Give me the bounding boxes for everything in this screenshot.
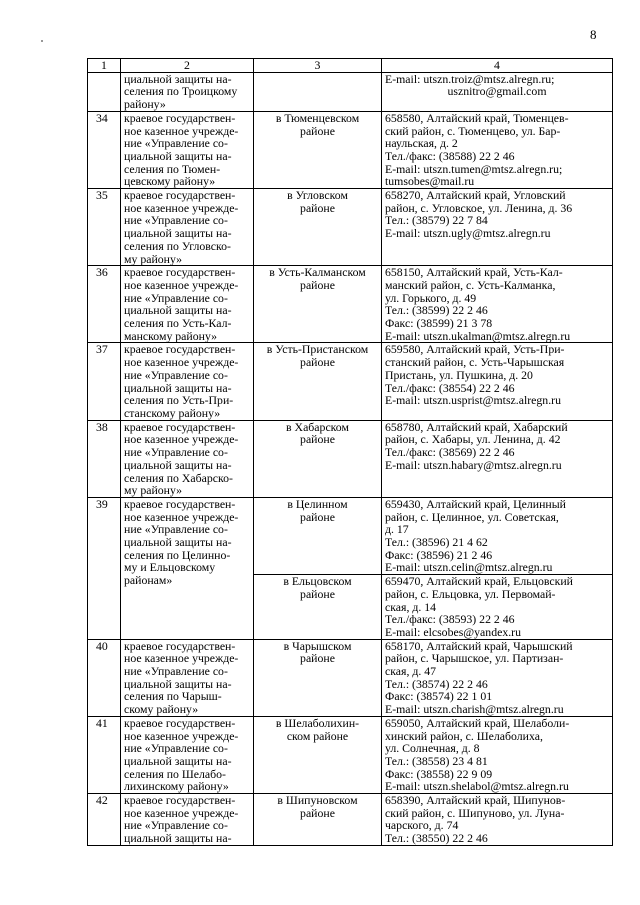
contact-line: Тел./факс: (38588) 22 2 46 bbox=[385, 148, 515, 163]
scan-speck bbox=[41, 40, 43, 42]
organization-line: лихинскому району» bbox=[124, 779, 229, 794]
table-body bbox=[88, 59, 613, 846]
area-line: в Шелаболихин- bbox=[275, 716, 360, 730]
contact-line: Пристань, ул. Пушкина, д. 20 bbox=[385, 367, 533, 382]
contact-line: E-mail: elcsobes@yandex.ru bbox=[385, 624, 521, 639]
table-row bbox=[88, 639, 613, 716]
organization-line: ное казенное учрежде- bbox=[124, 277, 239, 292]
organization-line: ное казенное учрежде- bbox=[124, 651, 239, 666]
contact-line: наульская, д. 2 bbox=[385, 136, 458, 151]
area-line: в Ельцовском bbox=[283, 574, 352, 589]
organization-line: циальной защиты на- bbox=[124, 457, 232, 472]
contact-line: Факс: (38574) 22 1 01 bbox=[385, 689, 493, 704]
contact-line: E-mail: utszn.celin@mtsz.alregn.ru bbox=[385, 560, 553, 575]
contact-cell bbox=[382, 72, 613, 111]
contact-line: E-mail: utszn.shelabol@mtsz.alregn.ru bbox=[385, 779, 569, 794]
contact-line: E-mail: utszn.troiz@mtsz.alregn.ru; bbox=[385, 72, 555, 86]
row-number-cell bbox=[88, 72, 121, 111]
contact-line: Тел.: (38550) 22 2 46 bbox=[385, 831, 488, 846]
contact-line: E-mail: utszn.ukalman@mtsz.alregn.ru bbox=[385, 328, 571, 343]
area-line: в Тюменцевском bbox=[275, 111, 360, 125]
organization-line: краевое государствен- bbox=[124, 793, 236, 808]
organization-line: му району» bbox=[124, 251, 183, 266]
contact-cell bbox=[382, 639, 613, 716]
contact-line: E-mail: utszn.usprist@mtsz.alregn.ru bbox=[385, 393, 561, 408]
organization-line: селения по Чарыш- bbox=[124, 689, 222, 704]
area-line: в Усть-Пристанском bbox=[266, 342, 369, 357]
contact-line: 659430, Алтайский край, Целинный bbox=[385, 497, 566, 511]
area-line: районе bbox=[300, 200, 335, 215]
row-number-cell: 36 bbox=[88, 266, 121, 343]
area-cell bbox=[254, 575, 382, 640]
area-line: районе bbox=[300, 355, 335, 370]
institutions-table bbox=[87, 58, 613, 846]
organization-line: му району» bbox=[124, 483, 183, 498]
contact-line: станский район, с. Усть-Чарышская bbox=[385, 355, 565, 370]
area-line: в Усть-Калманском bbox=[269, 265, 366, 280]
organization-line: селения по Тюмен- bbox=[124, 161, 221, 176]
contact-line: ский район, с. Тюменцево, ул. Бар- bbox=[385, 123, 561, 138]
organization-line: ное казенное учрежде- bbox=[124, 200, 239, 215]
area-line: в Хабарском bbox=[286, 420, 349, 434]
organization-line: краевое государствен- bbox=[124, 716, 236, 730]
table-row bbox=[88, 189, 613, 266]
organization-line: циальной защиты на- bbox=[124, 831, 232, 846]
contact-line: район, с. Угловское, ул. Ленина, д. 36 bbox=[385, 200, 573, 215]
organization-line: циальной защиты на- bbox=[124, 148, 232, 163]
contact-line: 659580, Алтайский край, Усть-При- bbox=[385, 342, 565, 357]
organization-cell bbox=[121, 639, 254, 716]
organization-line: ние «Управление со- bbox=[124, 664, 228, 679]
contact-line: хинский район, с. Шелаболиха, bbox=[385, 728, 543, 743]
organization-line: ние «Управление со- bbox=[124, 213, 228, 228]
contact-line: манский район, с. Усть-Калманка, bbox=[385, 277, 556, 292]
organization-line: ние «Управление со- bbox=[124, 741, 228, 756]
organization-line: циальной защиты на- bbox=[124, 535, 232, 550]
contact-line: Тел./факс: (38554) 22 2 46 bbox=[385, 380, 515, 395]
area-cell bbox=[254, 266, 382, 343]
contact-line: ул. Солнечная, д. 8 bbox=[385, 741, 480, 756]
area-line: ском районе bbox=[286, 728, 349, 743]
table-row bbox=[88, 716, 613, 793]
contact-cell bbox=[382, 794, 613, 846]
area-line: районе bbox=[300, 123, 335, 138]
row-number-cell: 42 bbox=[88, 794, 121, 846]
area-cell bbox=[254, 72, 382, 111]
row-number-cell: 40 bbox=[88, 639, 121, 716]
organization-line: селения по Целинно- bbox=[124, 547, 231, 562]
contact-line: 658150, Алтайский край, Усть-Кал- bbox=[385, 265, 563, 280]
contact-line: E-mail: utszn.habary@mtsz.alregn.ru bbox=[385, 457, 562, 472]
organization-line: ние «Управление со- bbox=[124, 818, 228, 833]
organization-line: селения по Хабарско- bbox=[124, 470, 233, 485]
contact-line: Тел./факс: (38593) 22 2 46 bbox=[385, 612, 515, 627]
area-cell bbox=[254, 189, 382, 266]
contact-line: район, с. Целинное, ул. Советская, bbox=[385, 509, 559, 524]
area-line: в Шипуновском bbox=[277, 793, 358, 808]
area-line: районе bbox=[300, 509, 335, 524]
organization-line: ние «Управление со- bbox=[124, 522, 228, 537]
area-line: районе bbox=[300, 651, 335, 666]
contact-line: ул. Горького, д. 49 bbox=[385, 290, 477, 305]
contact-line: Тел.: (38579) 22 7 84 bbox=[385, 213, 488, 228]
contact-line: чарского, д. 74 bbox=[385, 818, 459, 833]
contact-line: ская, д. 47 bbox=[385, 664, 437, 679]
organization-line: ное казенное учрежде- bbox=[124, 509, 239, 524]
contact-line: ская, д. 14 bbox=[385, 599, 437, 614]
organization-cell bbox=[121, 111, 254, 188]
organization-line: ние «Управление со- bbox=[124, 290, 228, 305]
organization-line: цевскому району» bbox=[124, 174, 216, 189]
organization-line: циальной защиты на- bbox=[124, 303, 232, 318]
contact-cell bbox=[382, 716, 613, 793]
organization-line: краевое государствен- bbox=[124, 111, 236, 125]
contact-line: 658390, Алтайский край, Шипунов- bbox=[385, 793, 566, 808]
contact-line: Факс: (38558) 22 9 09 bbox=[385, 766, 493, 781]
organization-line: скому району» bbox=[124, 702, 199, 717]
contact-line: 658170, Алтайский край, Чарышский bbox=[385, 639, 573, 653]
area-cell bbox=[254, 420, 382, 497]
organization-line: селения по Угловско- bbox=[124, 238, 231, 253]
organization-line: краевое государствен- bbox=[124, 342, 236, 357]
contact-line: E-mail: utszn.ugly@mtsz.alregn.ru bbox=[385, 226, 551, 241]
contact-cell bbox=[382, 420, 613, 497]
contact-line: tumsobes@mail.ru bbox=[385, 174, 475, 189]
table-row bbox=[88, 343, 613, 420]
contact-cell bbox=[382, 111, 613, 188]
area-cell bbox=[254, 794, 382, 846]
organization-line: ное казенное учрежде- bbox=[124, 805, 239, 820]
contact-line: 658780, Алтайский край, Хабарский bbox=[385, 420, 568, 434]
organization-line: селения по Шелабо- bbox=[124, 766, 226, 781]
contact-line: ский район, с. Шипуново, ул. Луна- bbox=[385, 805, 565, 820]
area-line: районе bbox=[300, 277, 335, 292]
contact-line: Тел.: (38558) 23 4 81 bbox=[385, 753, 488, 768]
contact-cell bbox=[382, 189, 613, 266]
row-number-cell: 41 bbox=[88, 716, 121, 793]
contact-line: E-mail: utszn.charish@mtsz.alregn.ru bbox=[385, 702, 564, 717]
contact-line: Тел.: (38596) 21 4 62 bbox=[385, 535, 488, 550]
area-line: районе bbox=[300, 432, 335, 447]
contact-line: Тел./факс: (38569) 22 2 46 bbox=[385, 445, 515, 460]
area-line: в Целинном bbox=[287, 497, 348, 511]
column-number-1: 1 bbox=[88, 59, 121, 73]
organization-line: краевое государствен- bbox=[124, 497, 236, 511]
organization-line: краевое государствен- bbox=[124, 265, 236, 280]
organization-line: му и Ельцовскому bbox=[124, 560, 216, 575]
organization-line: ние «Управление со- bbox=[124, 367, 228, 382]
contact-cell bbox=[382, 575, 613, 640]
continuation-row bbox=[88, 72, 613, 111]
area-line: в Чарышском bbox=[283, 639, 352, 653]
row-number-cell: 39 bbox=[88, 497, 121, 639]
organization-line: ное казенное учрежде- bbox=[124, 355, 239, 370]
area-cell bbox=[254, 716, 382, 793]
contact-line: Факс: (38599) 21 3 78 bbox=[385, 316, 493, 331]
organization-line: краевое государствен- bbox=[124, 188, 236, 203]
row-number-cell: 34 bbox=[88, 111, 121, 188]
contact-cell bbox=[382, 343, 613, 420]
organization-line: ное казенное учрежде- bbox=[124, 123, 239, 138]
organization-line: селения по Усть-При- bbox=[124, 393, 234, 408]
organization-line: селения по Троицкому bbox=[124, 84, 238, 99]
contact-line: Тел.: (38574) 22 2 46 bbox=[385, 676, 488, 691]
organization-line: краевое государствен- bbox=[124, 639, 236, 653]
column-number-3: 3 bbox=[254, 59, 382, 73]
table-row bbox=[88, 420, 613, 497]
organization-cell bbox=[121, 189, 254, 266]
organization-cell bbox=[121, 72, 254, 111]
area-cell bbox=[254, 343, 382, 420]
area-line: районе bbox=[300, 586, 335, 601]
contact-line: 658580, Алтайский край, Тюменцев- bbox=[385, 111, 569, 125]
table-row bbox=[88, 266, 613, 343]
contact-line: usznitro@gmail.com bbox=[447, 84, 547, 99]
contact-line: д. 17 bbox=[385, 522, 409, 537]
column-number-4: 4 bbox=[382, 59, 613, 73]
organization-line: циальной защиты на- bbox=[124, 72, 232, 86]
contact-line: 658270, Алтайский край, Угловский bbox=[385, 188, 566, 203]
contact-line: Факс: (38596) 21 2 46 bbox=[385, 547, 493, 562]
organization-line: районам» bbox=[124, 573, 173, 588]
contact-cell bbox=[382, 266, 613, 343]
row-number-cell: 38 bbox=[88, 420, 121, 497]
contact-cell bbox=[382, 497, 613, 574]
contact-line: 659470, Алтайский край, Ельцовский bbox=[385, 574, 573, 589]
area-line: в Угловском bbox=[287, 188, 348, 203]
organization-line: селения по Усть-Кал- bbox=[124, 316, 232, 331]
contact-line: E-mail: utszn.tumen@mtsz.alregn.ru; bbox=[385, 161, 563, 176]
page-number: 8 bbox=[590, 27, 597, 42]
column-number-row bbox=[88, 59, 613, 73]
organization-cell bbox=[121, 794, 254, 846]
contact-line: район, с. Чарышское, ул. Партизан- bbox=[385, 651, 564, 666]
area-cell bbox=[254, 639, 382, 716]
contact-line: район, с. Ельцовка, ул. Первомай- bbox=[385, 586, 556, 601]
organization-line: манскому району» bbox=[124, 328, 218, 343]
table-row bbox=[88, 794, 613, 846]
organization-cell bbox=[121, 343, 254, 420]
area-cell bbox=[254, 111, 382, 188]
contact-line: 659050, Алтайский край, Шелаболи- bbox=[385, 716, 570, 730]
organization-line: ное казенное учрежде- bbox=[124, 728, 239, 743]
organization-line: ние «Управление со- bbox=[124, 445, 228, 460]
area-cell bbox=[254, 497, 382, 574]
column-number-2: 2 bbox=[121, 59, 254, 73]
contact-line: Тел.: (38599) 22 2 46 bbox=[385, 303, 488, 318]
organization-line: ние «Управление со- bbox=[124, 136, 228, 151]
organization-line: циальной защиты на- bbox=[124, 753, 232, 768]
organization-line: циальной защиты на- bbox=[124, 380, 232, 395]
table-row bbox=[88, 111, 613, 188]
organization-cell bbox=[121, 266, 254, 343]
organization-cell bbox=[121, 497, 254, 639]
organization-line: циальной защиты на- bbox=[124, 676, 232, 691]
organization-line: станскому району» bbox=[124, 405, 221, 420]
organization-cell bbox=[121, 716, 254, 793]
organization-line: ное казенное учрежде- bbox=[124, 432, 239, 447]
table-row bbox=[88, 497, 613, 574]
row-number-cell: 37 bbox=[88, 343, 121, 420]
row-number-cell: 35 bbox=[88, 189, 121, 266]
contact-line: район, с. Хабары, ул. Ленина, д. 42 bbox=[385, 432, 561, 447]
area-line: районе bbox=[300, 805, 335, 820]
organization-line: краевое государствен- bbox=[124, 420, 236, 434]
organization-line: району» bbox=[124, 97, 166, 112]
organization-cell bbox=[121, 420, 254, 497]
organization-line: циальной защиты на- bbox=[124, 226, 232, 241]
